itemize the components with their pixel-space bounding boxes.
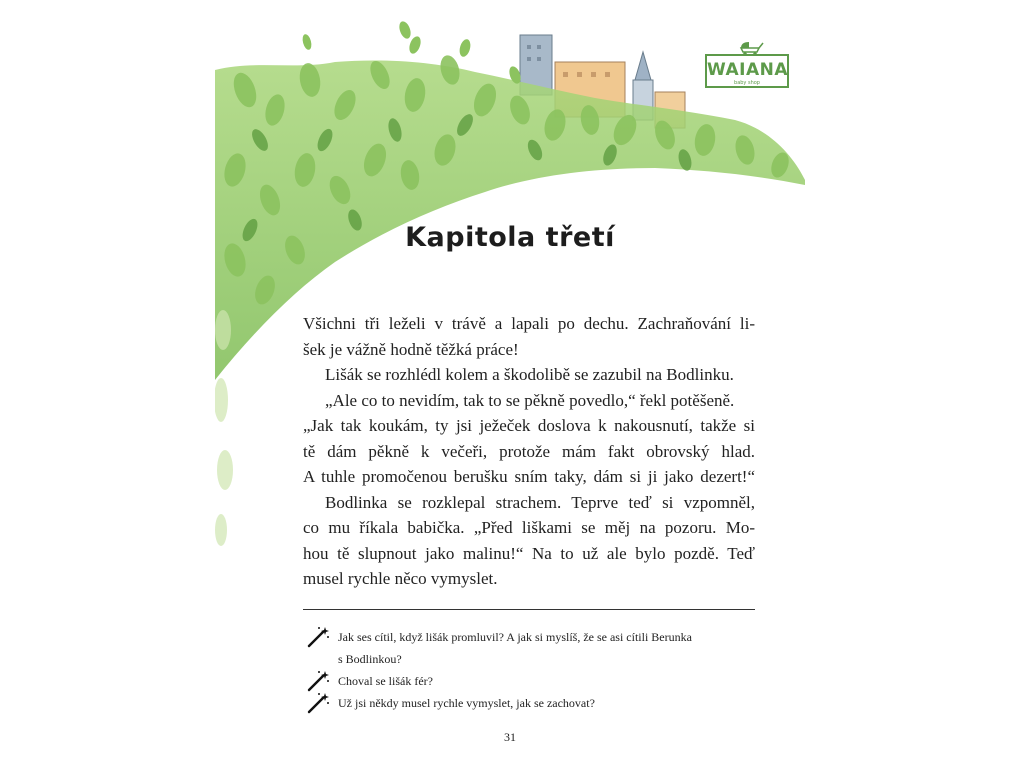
question-text: s Bodlinkou?: [338, 652, 402, 666]
magic-wand-icon: [306, 692, 330, 714]
question-text: Jak ses cítil, když lišák promluvil? A jak si myslíš, že se asi cítili Berunka: [338, 630, 692, 644]
story-line: Všichni tři leželi v trávě a lapali po dechu. Zachraňování li-: [303, 314, 755, 333]
story-line: A tuhle promočenou berušku sním taky, dám si ji jako dezert!“: [303, 467, 755, 486]
story-line: Bodlinka se rozklepal strachem. Teprve teď si vzpomněl,: [325, 492, 755, 512]
story-line: tě dám pěkně k večeři, protože mám fakt obrovský hlad.: [303, 441, 755, 461]
question-item: [306, 670, 758, 692]
logo-tagline: baby shop: [734, 80, 760, 86]
question-text: Už jsi někdy musel rychle vymyslet, jak se zachovat?: [338, 696, 595, 710]
story-line: hou tě slupnout jako malinu!“ Na to už ale bylo pozdě. Teď: [303, 543, 755, 563]
question-text: Choval se lišák fér?: [338, 674, 433, 688]
page-number: 31: [504, 730, 516, 744]
story-line: „Ale co to nevidím, tak to se pěkně povedlo,“ řekl potěšeně.: [325, 390, 735, 410]
story-line: musel rychle něco vymyslet.: [303, 569, 498, 588]
story-line: Lišák se rozhlédl kolem a škodolibě se zazubil na Bodlinku.: [325, 365, 734, 384]
story-line: co mu říkala babička. „Před liškami se měj na pozoru. Mo-: [303, 518, 755, 537]
story-line: „Jak tak koukám, ty jsi ježeček doslova k nakousnutí, takže si: [303, 416, 755, 435]
chapter-title: Kapitola třetí: [405, 222, 615, 253]
logo-brand: WAIANA: [707, 60, 789, 80]
waiana-logo: [705, 54, 789, 88]
story-text: [303, 311, 755, 592]
story-line: šek je vážně hodně těžká práce!: [303, 339, 519, 359]
magic-wand-icon: [306, 670, 330, 692]
discussion-questions: [306, 626, 758, 714]
question-item: [306, 692, 758, 714]
magic-wand-icon: [306, 626, 330, 648]
divider: [303, 609, 755, 610]
question-item: [306, 626, 758, 670]
pram-icon: [737, 40, 765, 56]
